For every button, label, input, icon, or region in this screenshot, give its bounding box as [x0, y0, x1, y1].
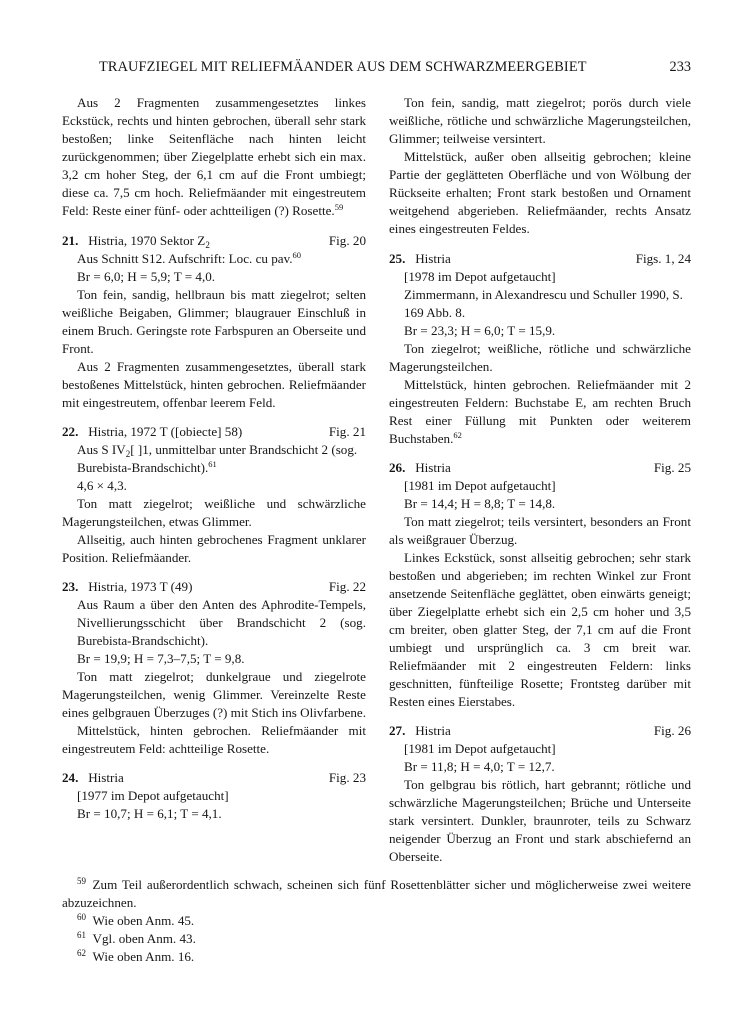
entry-number: 25. [389, 251, 406, 266]
entry-meta [62, 441, 366, 495]
entry-heading [389, 722, 691, 740]
catalog-entry-27 [389, 722, 691, 866]
footnote-number: 60 [77, 912, 86, 922]
fabric-description: Ton matt ziegelrot; dunkelgraue und ziegelrote Magerungsteilchen, wenig Glimmer. Vereinzelte Reste eines gelbgrauen Überzuges (?) mit Stich ins Olivfarbene. [62, 669, 366, 720]
entry-meta [62, 596, 366, 668]
dimensions: Br = 11,8; H = 4,0; T = 12,7. [404, 759, 555, 774]
entry-title: Histria, 1972 T ([obiecte] 58) [88, 424, 243, 439]
footnote-ref[interactable]: 61 [208, 459, 217, 469]
footnote-ref[interactable]: 59 [334, 202, 344, 212]
figure-ref[interactable]: Fig. 22 [328, 579, 366, 594]
dimensions: Br = 6,0; H = 5,9; T = 4,0. [77, 269, 216, 284]
footnote-61: $^{61}$ Vgl. oben Anm. 43. [77, 930, 196, 946]
findspot: [1981 im Depot aufgetaucht] [404, 478, 556, 493]
catalog-entry-26 [389, 459, 691, 711]
catalog-entry-21 [62, 232, 366, 412]
fabric-description: Ton fein, sandig, matt ziegelrot; porös durch viele weißliche, rötliche und schwärzliche Magerungsteilchen, Glimmer; teilweise versintert. [389, 95, 691, 146]
fragment-description: Mittelstück, hinten gebrochen. Reliefmäander mit eingestreutem Feld: achtteilige Rosette. [62, 723, 366, 756]
entry-title: Histria, 1970 Sektor $Z_2$ [88, 233, 210, 250]
entry-heading [389, 459, 691, 477]
entry-heading [389, 250, 691, 268]
fabric-description: Ton ziegelrot; weißliche, rötliche und schwärzliche Magerungsteilchen. [389, 341, 691, 374]
footnote-ref[interactable]: 62 [453, 430, 462, 440]
bibliography: Zimmermann, in Alexandrescu und Schuller 1990, S. 169 Abb. 8. [404, 287, 683, 320]
catalog-entry-25 [389, 250, 691, 448]
fragment-description: Linkes Eckstück, sonst allseitig gebrochen; sehr stark bestoßen und abgerieben; im rechten Winkel zur Front ansetzende Seitenfläche geglättet, oben einwärts geneigt; über Ziegelplatte erhebt sich ein 2,5 cm hoher und 3,5 cm breiter, oben glatter Steg, der 7,1 cm auf die Front umbiegt und ursprünglich ca. 3 cm breit war. Reliefmäander mit 2 eingestreuten Feldern: links geschnitten, fünfteilige Rosette; Frontsteg darüber mit Resten eines Eierstabes. [389, 550, 691, 709]
dimensions: Br = 19,9; H = 7,3–7,5; T = 9,8. [77, 651, 245, 666]
figure-ref[interactable]: Fig. 21 [328, 424, 366, 439]
running-header [99, 59, 691, 83]
page-number: 233 [669, 59, 691, 75]
entry-heading [62, 769, 366, 787]
entry-number: 24. [62, 770, 79, 785]
footnote-59: $^{59}$ Zum Teil außerordentlich schwach, scheinen sich fünf Rosettenblätter sicher und möglicherweise zwei weitere abzuzeichnen. [62, 876, 691, 910]
entry-number: 22. [62, 424, 79, 439]
catalog-entry-24 [62, 769, 366, 823]
continued-paragraph: Aus 2 Fragmenten zusammengesetztes linkes Eckstück, rechts und hinten gebrochen, überall sehr stark bestoßen; linke Seitenfläche nach hinten leicht zurückgenommen; über Ziegelplatte erhebt sich ein max. 3,2 cm hoher Steg, der 6,1 cm auf die Front umbiegt; diese ca. 7,5 cm hoch. Reliefmäander mit eingestreutem Feld: Reste einer fünf- oder achtteiligen (?) Rosette.$^{59}$ [62, 95, 366, 218]
footnote-ref[interactable]: 60 [292, 250, 302, 260]
figure-ref[interactable]: Fig. 23 [328, 770, 366, 785]
fabric-description: Ton fein, sandig, hellbraun bis matt ziegelrot; selten weißliche Beigaben, Glimmer; blaugrauer Einschluß in einem Bruch. Geringste rote Farbspuren an Oberseite und Front. [62, 287, 366, 356]
entry-number: 23. [62, 579, 79, 594]
entry-title: Histria [415, 251, 451, 266]
entry-heading [62, 232, 366, 250]
catalog-entry-23 [62, 578, 366, 758]
entry-title: Histria, 1973 T (49) [88, 579, 193, 594]
figure-ref[interactable]: Fig. 25 [653, 460, 691, 475]
entry-number: 27. [389, 723, 406, 738]
catalog-entry-22 [62, 423, 366, 567]
findspot: Aus Raum a über den Anten des Aphrodite-Tempels, Nivellierungsschicht über Brandschicht 2 (sog. Burebista-Brandschicht). [77, 597, 366, 648]
fabric-description: Ton gelbgrau bis rötlich, hart gebrannt; rötliche und schwärzliche Magerungsteilchen; Brüche und Unterseite stark versintert. Dunkler, braunroter, teils zu Schwarz neigender Überzug an Front und stark abschiefernd an Oberseite. [389, 777, 691, 864]
findspot: [1981 im Depot aufgetaucht] [404, 741, 556, 756]
fragment-description: Mittelstück, hinten gebrochen. Reliefmäander mit 2 eingestreuten Feldern: Buchstabe E, am rechten Bruch Rest einer Füllung mit Punkten oder weiterem Buchstaben.$^{62}$ [389, 377, 691, 446]
fabric-description: Ton matt ziegelrot; weißliche und schwärzliche Magerungsteilchen, etwas Glimmer. [62, 496, 366, 529]
fragment-description: Aus 2 Fragmenten zusammengesetztes, überall stark bestoßenes Mittelstück, hinten gebrochen. Reliefmäander mit eingestreutem, offenbar leerem Feld. [62, 359, 366, 410]
figure-ref[interactable]: Fig. 26 [653, 723, 691, 738]
entry-number: 26. [389, 460, 406, 475]
footnote-number: 61 [77, 930, 86, 940]
findspot: Aus S $IV_2$[ ]1, unmittelbar unter Brandschicht 2 (sog. Burebista-Brandschicht).$^{61}$ [77, 442, 358, 475]
entry-meta [389, 740, 691, 776]
running-title: TRAUFZIEGEL MIT RELIEFMÄANDER AUS DEM SCHWARZMEERGEBIET [99, 59, 587, 75]
dimensions: Br = 23,3; H = 6,0; T = 15,9. [404, 323, 556, 338]
entry-number: 21. [62, 233, 79, 248]
findspot: Aus Schnitt S12. Aufschrift: Loc. cu pav.$^{60}$ [77, 250, 302, 266]
fragment-description: Allseitig, auch hinten gebrochenes Fragment unklarer Position. Reliefmäander. [62, 532, 366, 565]
footnote-60: $^{60}$ Wie oben Anm. 45. [77, 912, 195, 928]
footnotes [62, 876, 691, 966]
findspot: [1978 im Depot aufgetaucht] [404, 269, 556, 284]
footnote-number: 59 [77, 876, 86, 886]
entry-title: Histria [415, 460, 451, 475]
entry-title: Histria [415, 723, 451, 738]
entry-meta [389, 477, 691, 513]
findspot: [1977 im Depot aufgetaucht] [77, 788, 229, 803]
figure-ref[interactable]: Fig. 20 [328, 233, 366, 248]
dimensions: 4,6 × 4,3. [77, 478, 127, 493]
dimensions: Br = 10,7; H = 6,1; T = 4,1. [77, 806, 222, 821]
figure-ref[interactable]: Figs. 1, 24 [635, 251, 691, 266]
footnote-number: 62 [77, 948, 86, 958]
left-column [62, 94, 366, 823]
fragment-description: Mittelstück, außer oben allseitig gebrochen; kleine Partie der geglätteten Oberfläche und von Wölbung der Rückseite erhalten; Front stark bestoßen und Ornament weitgehend abgerieben. Reliefmäander, rechts Ansatz eines eingestreuten Feldes. [389, 149, 691, 236]
entry-heading [62, 423, 366, 441]
dimensions: Br = 14,4; H = 8,8; T = 14,8. [404, 496, 556, 511]
entry-title: Histria [88, 770, 124, 785]
right-column [389, 94, 691, 866]
entry-meta [62, 787, 366, 823]
entry-meta [389, 268, 691, 340]
footnote-62: $^{62}$ Wie oben Anm. 16. [77, 948, 195, 964]
fabric-description: Ton matt ziegelrot; teils versintert, besonders an Front als weißgrauer Überzug. [389, 514, 691, 547]
entry-heading [62, 578, 366, 596]
entry-meta [62, 250, 366, 286]
